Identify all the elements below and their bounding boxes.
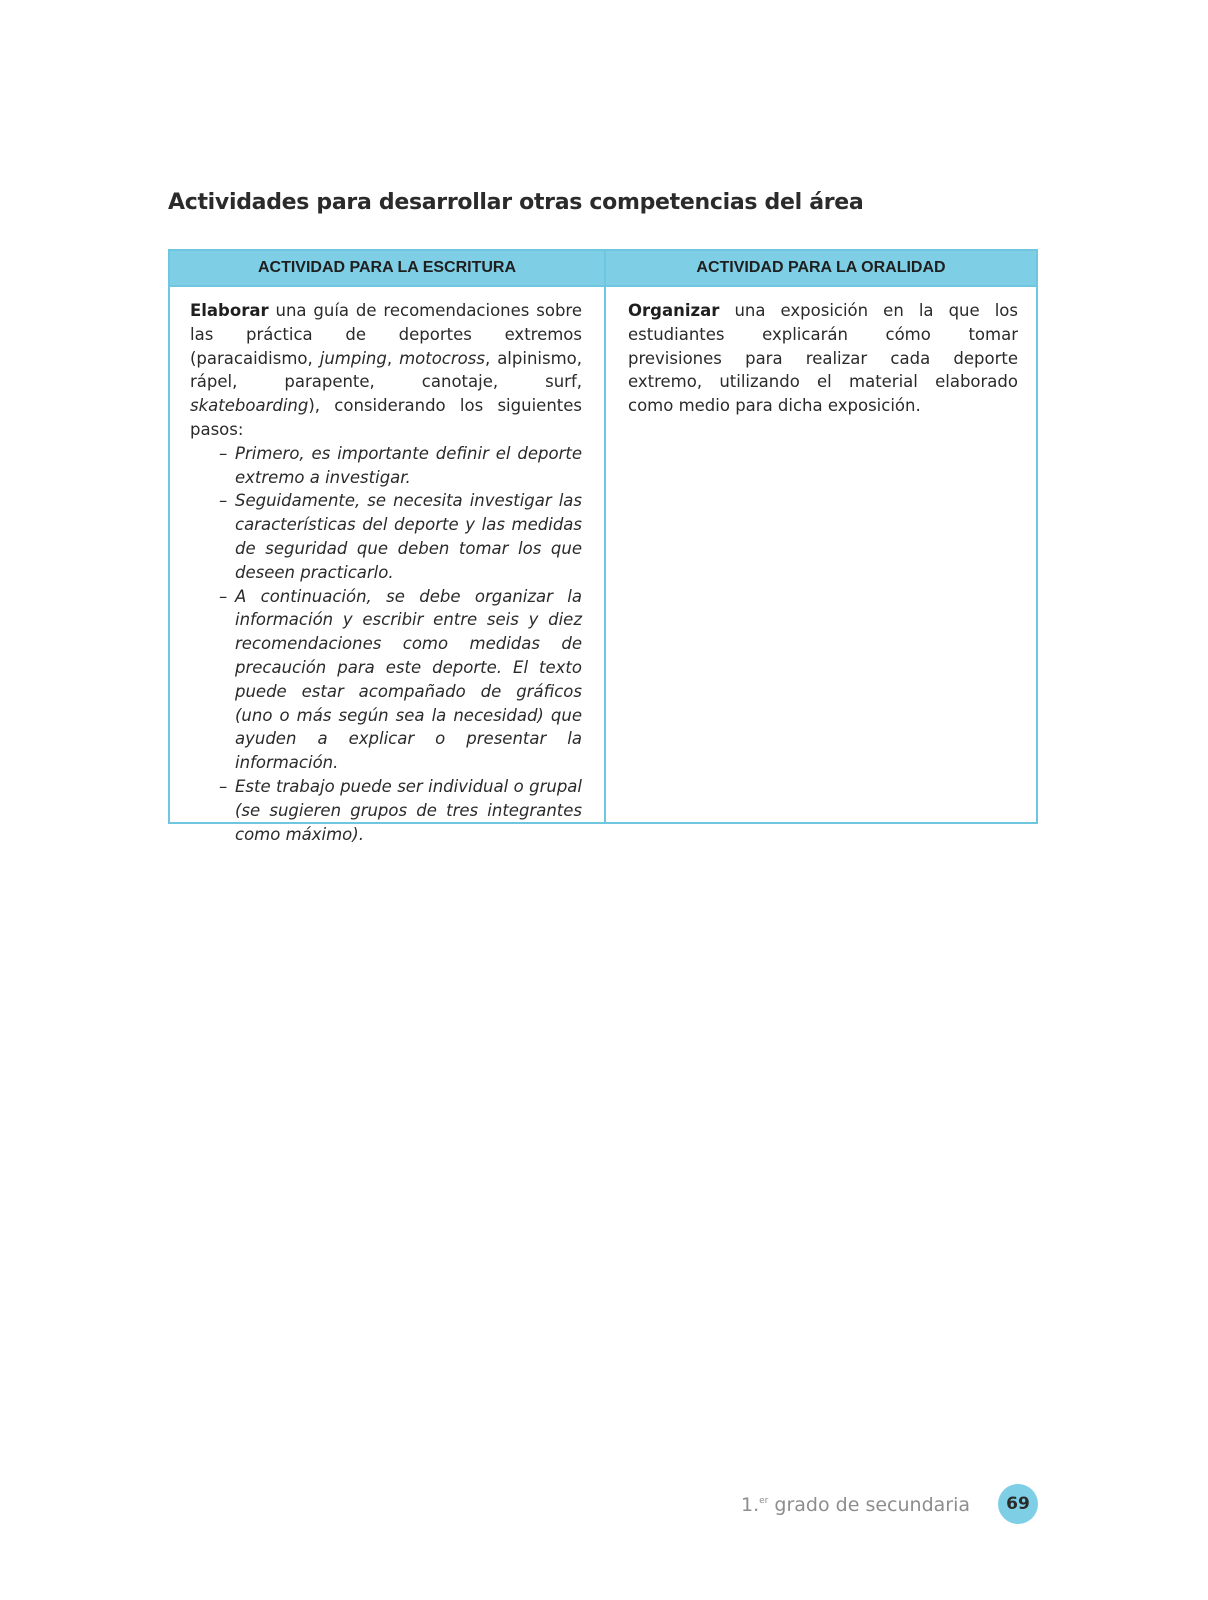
step-text: Este trabajo puede ser individual o grupal (se sugieren grupos de tres integrantes como máximo). bbox=[235, 776, 582, 844]
oral-lead-verb: Organizar bbox=[628, 301, 720, 320]
bullet-dash: – bbox=[219, 491, 228, 511]
intro-italic-3: skateboarding bbox=[190, 396, 309, 416]
writing-activity-intro bbox=[190, 299, 582, 442]
list-item bbox=[219, 489, 582, 584]
oral-activity-column bbox=[606, 251, 1036, 822]
grade-label bbox=[741, 1494, 970, 1516]
list-item bbox=[219, 585, 582, 775]
intro-italic-2: motocross bbox=[399, 348, 485, 368]
step-text: Seguidamente, se necesita investigar las características del deporte y las medidas de seguridad que deben tomar los que deseen practicarlo. bbox=[235, 491, 582, 582]
writing-steps-list bbox=[190, 442, 582, 847]
grade-text: grado de secundaria bbox=[768, 1494, 970, 1516]
grade-number: 1. bbox=[740, 1494, 760, 1516]
list-item bbox=[219, 442, 582, 490]
grade-superscript: er bbox=[759, 1496, 769, 1506]
list-item bbox=[219, 775, 582, 846]
step-text: Primero, es importante definir el deporte extremo a investigar. bbox=[235, 443, 582, 487]
intro-text-2: , bbox=[386, 348, 400, 368]
intro-text-3: , alpinismo, rápel, parapente, canotaje, surf, bbox=[190, 348, 582, 392]
bullet-dash: – bbox=[219, 586, 228, 606]
intro-text-4: ), considerando los siguientes pasos: bbox=[190, 396, 582, 439]
intro-text-1: una guía de recomendaciones sobre las práctica de deportes extremos (paracaidismo, bbox=[190, 301, 582, 368]
intro-italic-1: jumping bbox=[319, 348, 387, 368]
writing-lead-verb: Elaborar bbox=[190, 301, 269, 320]
oral-activity-header: ACTIVIDAD PARA LA ORALIDAD bbox=[606, 251, 1036, 287]
writing-activity-column bbox=[170, 251, 606, 844]
page-number-badge: 69 bbox=[998, 1484, 1038, 1524]
activities-table bbox=[168, 249, 1038, 844]
oral-activity-body bbox=[606, 287, 1036, 418]
writing-activity-body bbox=[170, 287, 604, 846]
writing-activity-header: ACTIVIDAD PARA LA ESCRITURA bbox=[170, 251, 604, 287]
bullet-dash: – bbox=[219, 776, 228, 796]
oral-activity-text: una exposición en la que los estudiantes explicarán cómo tomar previsiones para realizar cada deporte extremo, utilizando el material elaborado como medio para dicha exposición. bbox=[628, 301, 1018, 416]
step-text: A continuación, se debe organizar la información y escribir entre seis y diez recomendaciones como medidas de precaución para este deporte. El texto puede estar acompañado de gráficos (uno o más según sea la necesidad) que ayuden a explicar o presentar la información. bbox=[235, 586, 582, 773]
bullet-dash: – bbox=[219, 443, 228, 463]
section-title: Actividades para desarrollar otras competencias del área bbox=[168, 190, 864, 215]
